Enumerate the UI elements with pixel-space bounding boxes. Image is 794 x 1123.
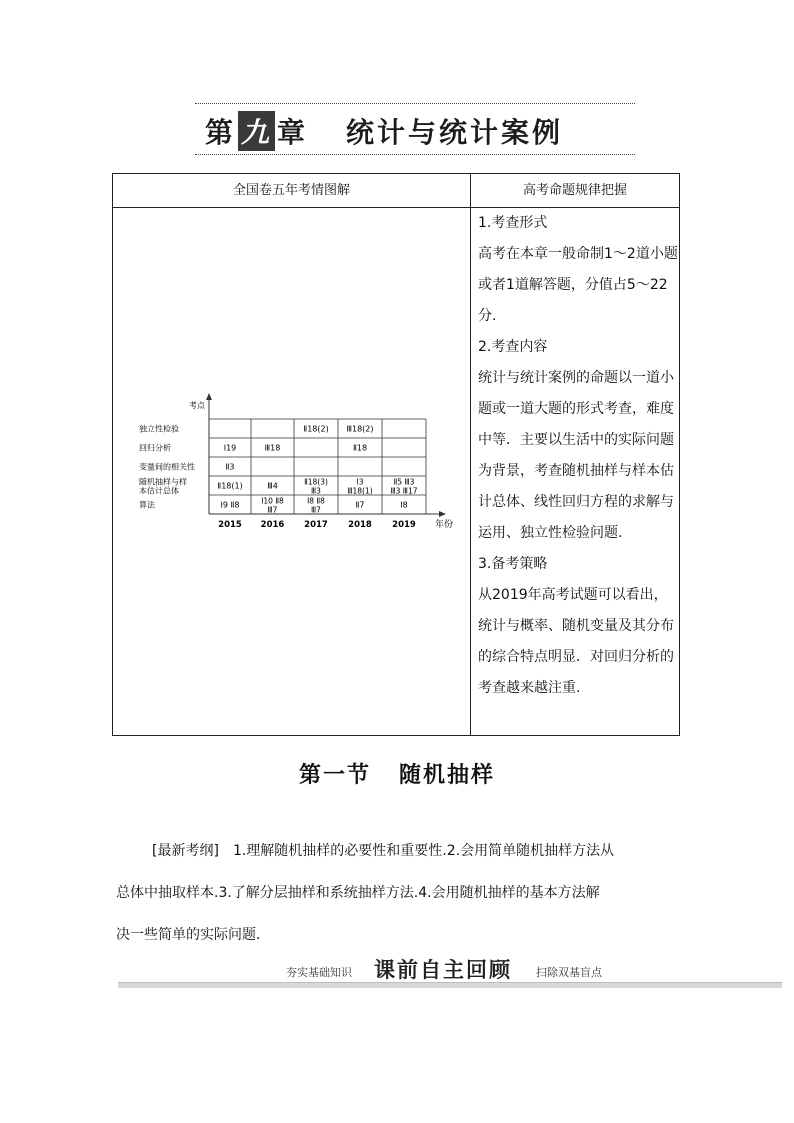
cell-value: Ⅲ7: [267, 505, 278, 515]
banner-right-text: 扫除双基盲点: [536, 966, 602, 979]
x-axis-label: 年份: [435, 520, 454, 530]
topic-label: 算法: [139, 500, 155, 510]
cell-value: Ⅰ8: [400, 500, 408, 510]
x-axis-arrow: [439, 511, 446, 517]
outline-tag: [最新考纲]: [152, 843, 219, 859]
pattern-heading-strategy: 3.备考策略: [478, 556, 548, 572]
chapter-suffix: 章: [277, 116, 309, 149]
pattern-heading-content: 2.考查内容: [478, 339, 548, 355]
topic-label: 变量间的相关性: [139, 462, 195, 472]
y-axis-arrow: [206, 393, 212, 400]
cell-value: Ⅱ5 Ⅲ3: [393, 477, 415, 487]
y-axis-label: 考点: [189, 401, 205, 410]
cell-value: Ⅰ3: [356, 477, 364, 487]
cell-value: Ⅱ7: [355, 500, 365, 510]
outline-line-1: [116, 830, 686, 872]
cell-value: Ⅱ18: [352, 443, 368, 453]
year-tick-label: 2016: [260, 520, 285, 530]
right-column-header: 高考命题规律把握: [522, 183, 627, 198]
pattern-text-content: 统计与统计案例的命题以一道小题或一道大题的形式考查，难度中等．主要以生活中的实际问题为背景，考查随机抽样与样本估计总体、线性回归方程的求解与运用、独立性检验问题.: [478, 370, 674, 541]
outline-line-3: 决一些简单的实际问题．: [116, 927, 270, 943]
year-tick-label: 2017: [304, 520, 328, 530]
chapter-prefix: 第: [205, 116, 237, 149]
outline-line-2: 总体中抽取样本.3.了解分层抽样和系统抽样方法.4.会用随机抽样的基本方法解: [116, 885, 600, 901]
year-tick-label: 2018: [348, 520, 372, 530]
cell-value: Ⅲ4: [267, 481, 278, 491]
cell-value: Ⅲ3: [311, 486, 321, 496]
chapter-header: [195, 103, 635, 155]
cell-value: Ⅲ3 Ⅲ17: [390, 486, 418, 496]
cell-value: Ⅲ18: [264, 443, 281, 453]
chapter-title: [205, 111, 563, 151]
exam-analysis-table: [112, 173, 680, 736]
pattern-text-strategy: 从2019年高考试题可以看出，统计与概率、随机变量及其分布的综合特点明显．对回归分析的考查越来越注重.: [478, 587, 674, 696]
topic-label: 随机抽样与样: [139, 477, 187, 487]
cell-value: Ⅲ18(2): [346, 424, 374, 434]
topic-label: 独立性检验: [139, 424, 179, 434]
exam-distribution-chart: [113, 174, 469, 734]
cell-value: Ⅰ10 Ⅱ8: [261, 496, 284, 506]
exam-outline: [116, 830, 686, 956]
chapter-name: 统计与统计案例: [346, 116, 564, 149]
chapter-number: 九: [238, 111, 275, 151]
topic-label: 回归分析: [139, 443, 171, 453]
dotted-rule-top: [195, 103, 635, 104]
pattern-text-form: 高考在本章一般命制1～2道小题或者1道解答题，分值占5～22分.: [478, 246, 678, 324]
cell-value: Ⅱ18(3): [304, 477, 328, 487]
section-title: [0, 758, 794, 789]
banner-left-text: 夯实基础知识: [286, 966, 352, 979]
section-name: 随机抽样: [399, 763, 496, 788]
dotted-rule-bottom: [195, 154, 635, 155]
cell-value: Ⅰ19: [223, 443, 237, 453]
outline-line-1-text: 1.理解随机抽样的必要性和重要性.2.会用简单随机抽样方法从: [232, 843, 615, 859]
cell-value: Ⅰ9 Ⅱ8: [220, 500, 240, 510]
exam-pattern-text: [478, 208, 678, 704]
topic-label: 本估计总体: [139, 486, 179, 496]
year-tick-label: 2015: [218, 520, 242, 530]
section-number: 第一节: [298, 763, 371, 788]
pattern-heading-form: 1.考查形式: [478, 215, 548, 231]
section-banner: [118, 954, 782, 990]
cell-value: Ⅱ18(1): [217, 481, 243, 491]
column-divider: [470, 174, 471, 735]
cell-value: Ⅲ7: [311, 505, 321, 515]
cell-value: Ⅲ18(1): [347, 486, 373, 496]
cell-value: Ⅱ18(2): [303, 424, 329, 434]
banner-main-text: 课前自主回顾: [374, 958, 512, 982]
left-column-header: 全国卷五年考情图解: [232, 183, 350, 198]
year-tick-label: 2019: [392, 520, 416, 530]
cell-value: Ⅱ3: [225, 462, 235, 472]
cell-value: Ⅰ8 Ⅱ8: [307, 496, 325, 506]
